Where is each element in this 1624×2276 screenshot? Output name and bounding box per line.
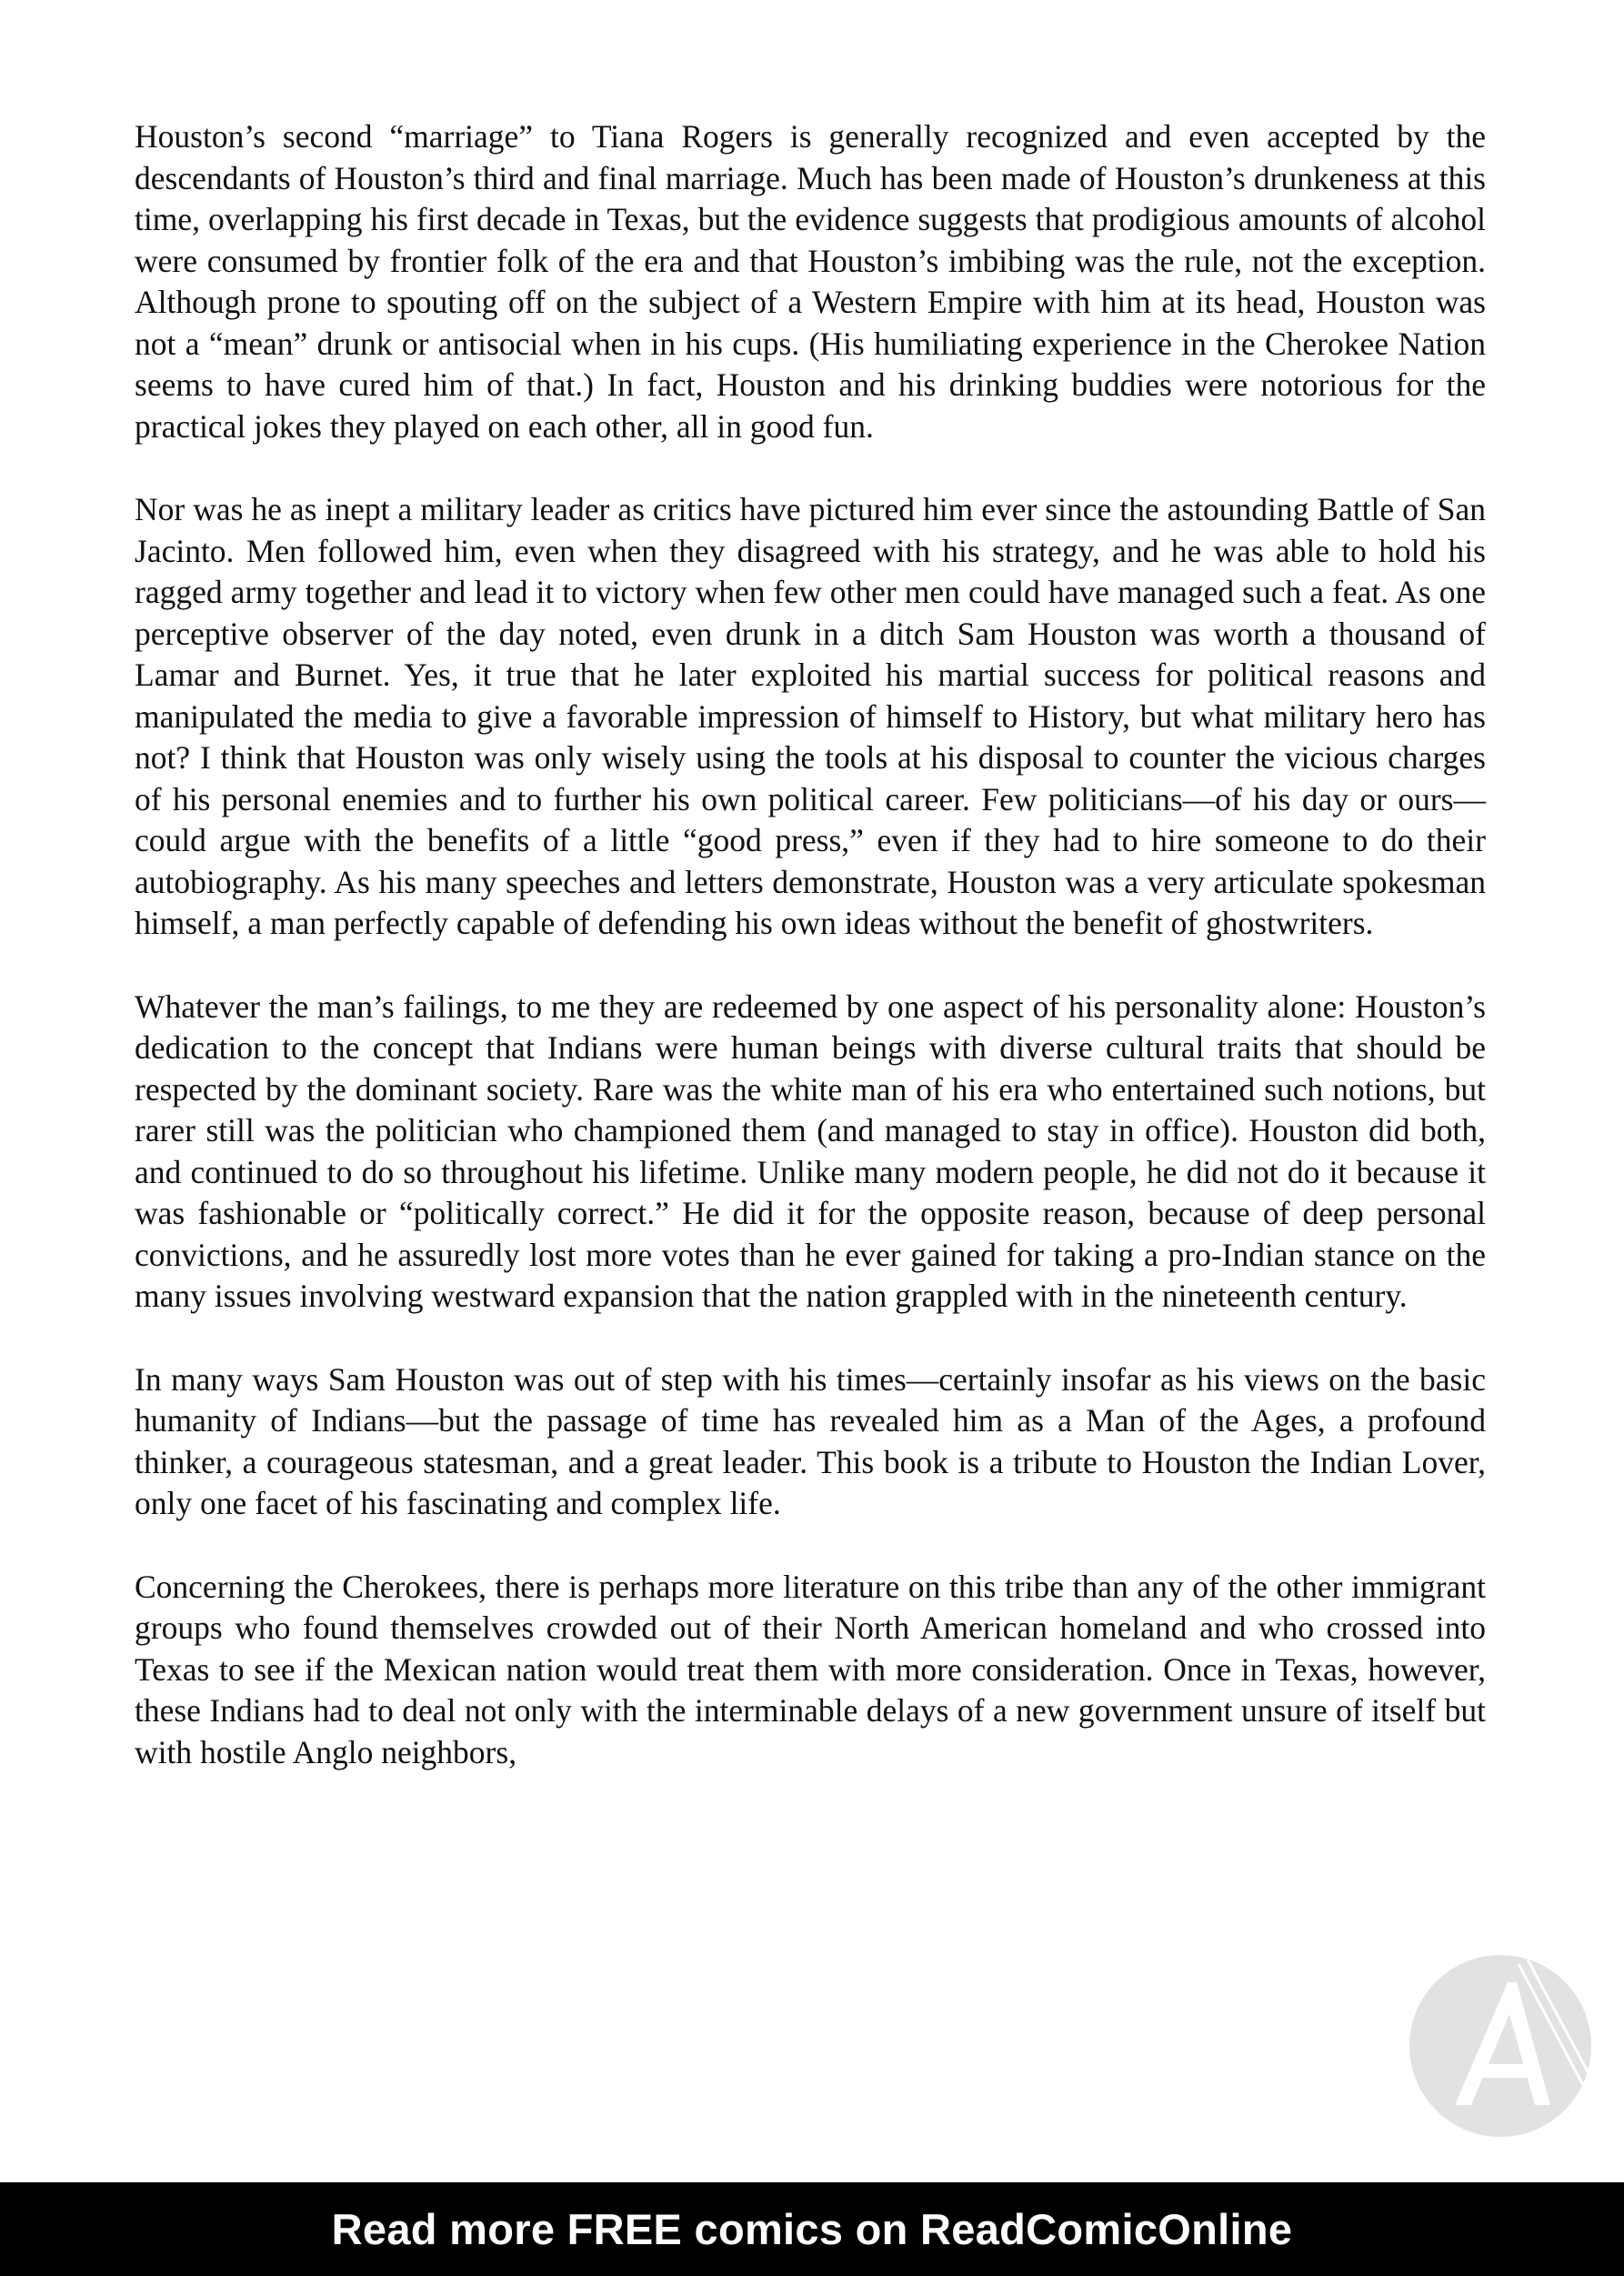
- paragraph: In many ways Sam Houston was out of step with his times—certainly insofar as his views on the basic humanity of Indians—but the passage of time has revealed him as a Man of the Ages, a profound thinker, a courageous statesman, and a great leader. This book is a tribute to Houston the Indian Lover, only one facet of his fascinating and complex life.: [135, 1360, 1486, 1521]
- paragraph: Houston’s second “marriage” to Tiana Rogers is generally recognized and even accepted by the descendants of Houston’s third and final marriage. Much has been made of Houston’s drunkeness at this time, overlapping his first decade in Texas, but the evidence suggests that prodigious amounts of alcohol were consumed by frontier folk of the era and that Houston’s imbibing was the rule, not the exception. Although prone to spouting off on the subject of a Western Empire with him at its head, Houston was not a “mean” drunk or antisocial when in his cups. (His humiliating experience in the Cherokee Nation seems to have cured him of that.) In fact, Houston and his drinking buddies were notorious for the practical jokes they played on each other, all in good fun.: [135, 118, 1486, 445]
- promo-banner[interactable]: [0, 2182, 1624, 2276]
- watermark-logo-icon: [1400, 1946, 1600, 2146]
- paragraph: Whatever the man’s failings, to me they are redeemed by one aspect of his personality alone: Houston’s dedication to the concept that Indians were human beings with diverse cultural traits that should be respected by the dominant society. Rare was the white man of his era who entertained such notions, but rarer still was the politician who championed them (and managed to stay in office). Houston did both, and continued to do so throughout his lifetime. Unlike many modern people, he did not do it because it was fashionable or “politically correct.” He did it for the opposite reason, because of deep personal convictions, and he assuredly lost more votes than he ever gained for taking a pro-Indian stance on the many issues involving westward expansion that the nation grappled with in the nineteenth century.: [135, 988, 1486, 1314]
- paragraph: Concerning the Cherokees, there is perhaps more literature on this tribe than any of the other immigrant groups who found themselves crowded out of their North American homeland and who crossed into Texas to see if the Mexican nation would treat them with more consideration. Once in Texas, however, these Indians had to deal not only with the interminable delays of a new government unsure of itself but with hostile Anglo neighbors,: [135, 1568, 1486, 1770]
- paragraph: Nor was he as inept a military leader as critics have pictured him ever since the astounding Battle of San Jacinto. Men followed him, even when they disagreed with his strategy, and he was able to hold his ragged army together and lead it to victory when few other men could have managed such a feat. As one perceptive observer of the day noted, even drunk in a ditch Sam Houston was worth a thousand of Lamar and Burnet. Yes, it true that he later exploited his martial success for political reasons and manipulated the media to give a favorable impression of himself to History, but what military hero has not? I think that Houston was only wisely using the tools at his disposal to counter the vicious charges of his personal enemies and to further his own political career. Few politicians—of his day or ours—could argue with the benefits of a little “good press,” even if they had to hire someone to do their autobiography. As his many speeches and letters demonstrate, Houston was a very articulate spokesman himself, a man perfectly capable of defending his own ideas without the benefit of ghostwriters.: [135, 491, 1486, 941]
- promo-banner-text[interactable]: Read more FREE comics on ReadComicOnline: [331, 2205, 1293, 2253]
- page-body-text: [135, 116, 1486, 1773]
